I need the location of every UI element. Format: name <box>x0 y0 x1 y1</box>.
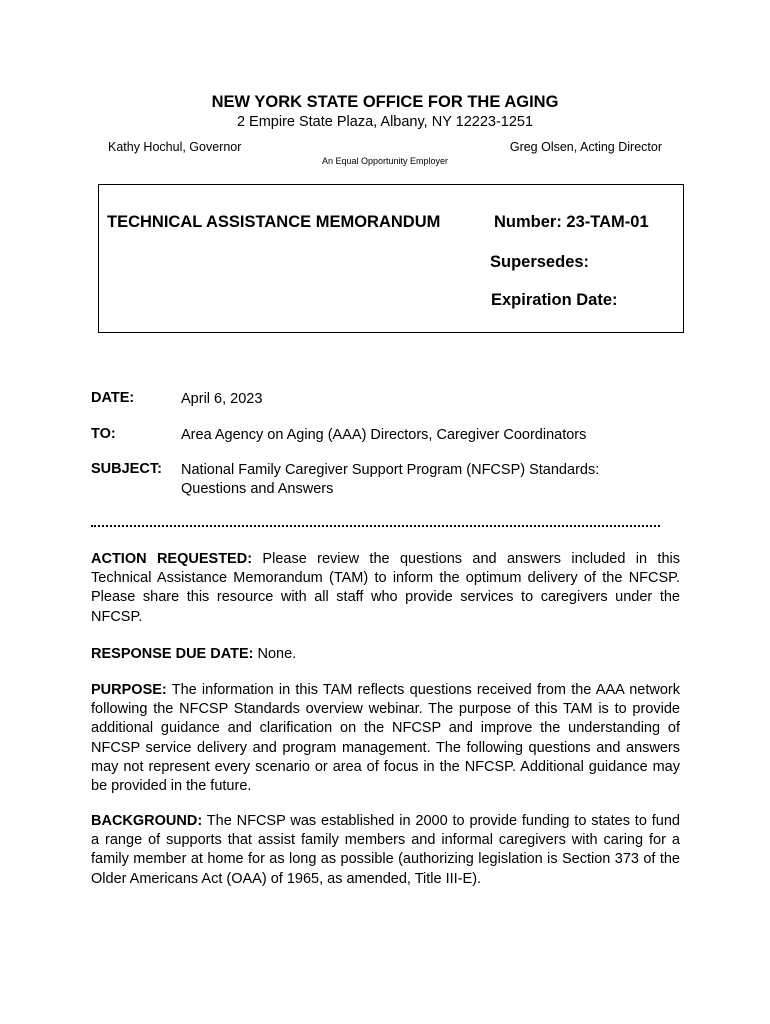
response-due-label: RESPONSE DUE DATE: <box>91 646 254 662</box>
dotted-divider <box>91 525 660 527</box>
action-requested-section <box>91 550 680 627</box>
subject-label: SUBJECT: <box>91 461 162 477</box>
date-label: DATE: <box>91 390 135 406</box>
subject-line-2: Questions and Answers <box>181 481 334 497</box>
purpose-section <box>91 681 680 796</box>
background-label: BACKGROUND: <box>91 813 203 829</box>
action-requested-text: Please review the questions and answers included in this Technical Assistance Memorandum (TAM) to inform the optimum delivery of the NFCSP. Please share this resource with all staff who provide services to caregivers under the NFCSP. <box>91 551 681 625</box>
to-value: Area Agency on Aging (AAA) Directors, Caregiver Coordinators <box>181 427 587 443</box>
purpose-label: PURPOSE: <box>91 682 167 698</box>
response-due-text: None. <box>257 646 297 662</box>
memo-title: TECHNICAL ASSISTANCE MEMORANDUM <box>107 213 441 231</box>
director-name: Greg Olsen, Acting Director <box>509 140 662 154</box>
purpose-text: The information in this TAM reflects questions received from the AAA network following the NFCSP Standards overview webinar. The purpose of this TAM is to provide additional guidance and clarification on the NFCSP and improve the understanding of NFCSP service delivery and program management. The following questions and answers may not represent every scenario or area of focus in the NFCSP. Additional guidance may be provided in the future. <box>91 682 680 795</box>
equal-opportunity-note: An Equal Opportunity Employer <box>321 156 449 166</box>
response-due-section <box>91 645 680 664</box>
memo-supersedes: Supersedes: <box>490 253 590 271</box>
date-value: April 6, 2023 <box>181 391 263 407</box>
background-text: The NFCSP was established in 2000 to provide funding to states to fund a range of supports that assist family members and informal caregivers with caring for a family member at home for as long as possible (authorizing legislation is Section 373 of the Older Americans Act (OAA) of 1965, as amended, Title III-E). <box>91 813 680 887</box>
memo-header-box <box>98 184 684 333</box>
org-name: NEW YORK STATE OFFICE FOR THE AGING <box>211 93 559 111</box>
background-section <box>91 812 680 889</box>
subject-value <box>181 461 599 499</box>
memo-number: Number: 23-TAM-01 <box>494 213 649 231</box>
memo-expiration-date: Expiration Date: <box>491 291 618 309</box>
governor-name: Kathy Hochul, Governor <box>108 140 242 154</box>
to-label: TO: <box>91 426 116 442</box>
org-address: 2 Empire State Plaza, Albany, NY 12223-1251 <box>236 114 534 130</box>
action-requested-label: ACTION REQUESTED: <box>91 551 253 567</box>
subject-line-1: National Family Caregiver Support Program (NFCSP) Standards: <box>181 462 600 478</box>
